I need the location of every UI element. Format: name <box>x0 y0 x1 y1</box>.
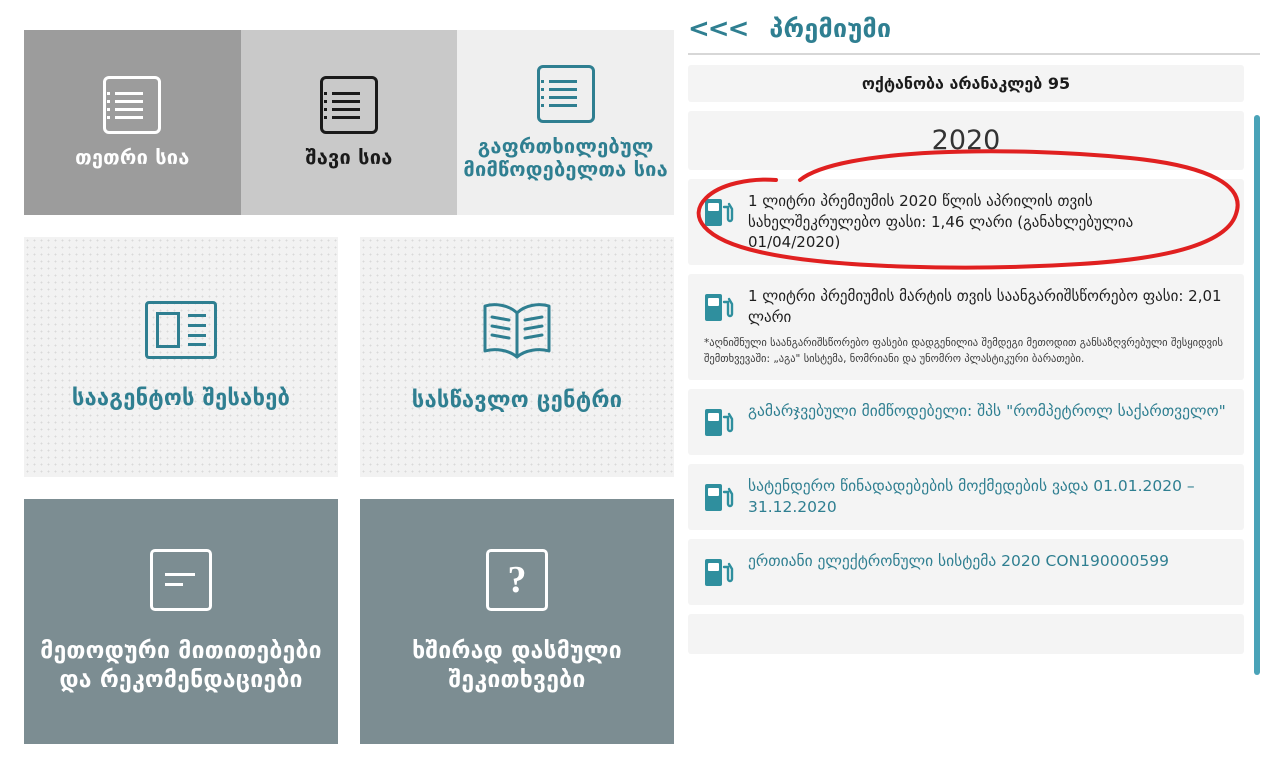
tile-about-agency[interactable] <box>24 237 338 477</box>
scrollbar-thumb[interactable] <box>1254 115 1260 675</box>
tile-methodical-guidelines[interactable] <box>24 499 338 744</box>
fuel-pump-icon <box>704 480 734 518</box>
back-chevrons-icon[interactable]: <<< <box>688 13 748 44</box>
panel-header <box>688 14 1260 55</box>
tile-warned-suppliers-label: გაფრთხილებულ მიმწოდებელთა სია <box>463 133 668 181</box>
big-tiles-grid <box>24 237 674 744</box>
fuel-pump-icon <box>704 290 734 328</box>
tile-methodical-guidelines-label: მეთოდური მითითებები და რეკომენდაციები <box>40 637 322 693</box>
list-item[interactable] <box>688 539 1244 605</box>
list-item[interactable] <box>688 464 1244 531</box>
list-item[interactable] <box>688 179 1244 265</box>
list-icon <box>320 76 378 134</box>
fuel-pump-icon <box>704 405 734 443</box>
tile-black-list-label: შავი სია <box>305 145 393 169</box>
tile-black-list[interactable] <box>241 30 458 215</box>
top-tiles-row <box>24 30 674 215</box>
tile-warned-suppliers-list[interactable] <box>457 30 674 215</box>
document-icon <box>150 549 212 611</box>
fuel-pump-icon <box>704 195 734 233</box>
question-icon: ? <box>486 549 548 611</box>
fuel-pump-icon <box>704 555 734 593</box>
list-item-text: გამარჯვებული მიმწოდებელი: შპს "რომპეტროლ საქართველო" <box>748 401 1226 420</box>
tile-white-list-label: თეთრი სია <box>75 145 190 169</box>
list-item-partial[interactable] <box>688 614 1244 654</box>
list-item-note: *აღნიშნული საანგარიშსწორებო ფასები დადგენილია შემდეგი მეთოდით განსაზღვრებული შესყიდვის შემთხვევაში: „აგა" სისტემა, ნომრიანი და უნომრო პლასტიკური ბარათები. <box>704 337 1223 365</box>
list-icon <box>103 76 161 134</box>
tile-faq-label: ხშირად დასმული შეკითხვები <box>412 637 622 693</box>
list-item-text: 1 ლიტრი პრემიუმის 2020 წლის აპრილის თვის სახელშეკრულებო ფასი: 1,46 ლარი (განახლებულია 01/04/2020) <box>748 192 1134 252</box>
items-list <box>688 65 1244 654</box>
list-icon <box>537 65 595 123</box>
tile-about-agency-label: სააგენტოს შესახებ <box>71 386 291 412</box>
tile-faq[interactable] <box>360 499 674 744</box>
list-item[interactable] <box>688 274 1244 380</box>
tile-white-list[interactable] <box>24 30 241 215</box>
list-scroll-area <box>688 65 1260 765</box>
list-item-text: 1 ლიტრი პრემიუმის მარტის თვის საანგარიშსწორებო ფასი: 2,01 ლარი <box>748 287 1222 326</box>
year-header: 2020 <box>688 111 1244 170</box>
tile-training-center[interactable] <box>360 237 674 477</box>
list-item-text: ერთიანი ელექტრონული სისტემა 2020 CON190000599 <box>748 552 1169 571</box>
open-book-icon <box>479 299 555 361</box>
newspaper-icon <box>145 301 217 359</box>
page-title: პრემიუმი <box>769 14 892 43</box>
left-tile-panel <box>24 30 674 770</box>
right-detail-panel <box>688 14 1260 774</box>
list-item-text: სატენდერო წინადადებების მოქმედების ვადა 01.01.2020 – 31.12.2020 <box>748 476 1195 516</box>
tile-training-center-label: სასწავლო ცენტრი <box>411 388 623 414</box>
octane-note: ოქტანობა არანაკლებ 95 <box>688 65 1244 102</box>
list-item[interactable] <box>688 389 1244 455</box>
